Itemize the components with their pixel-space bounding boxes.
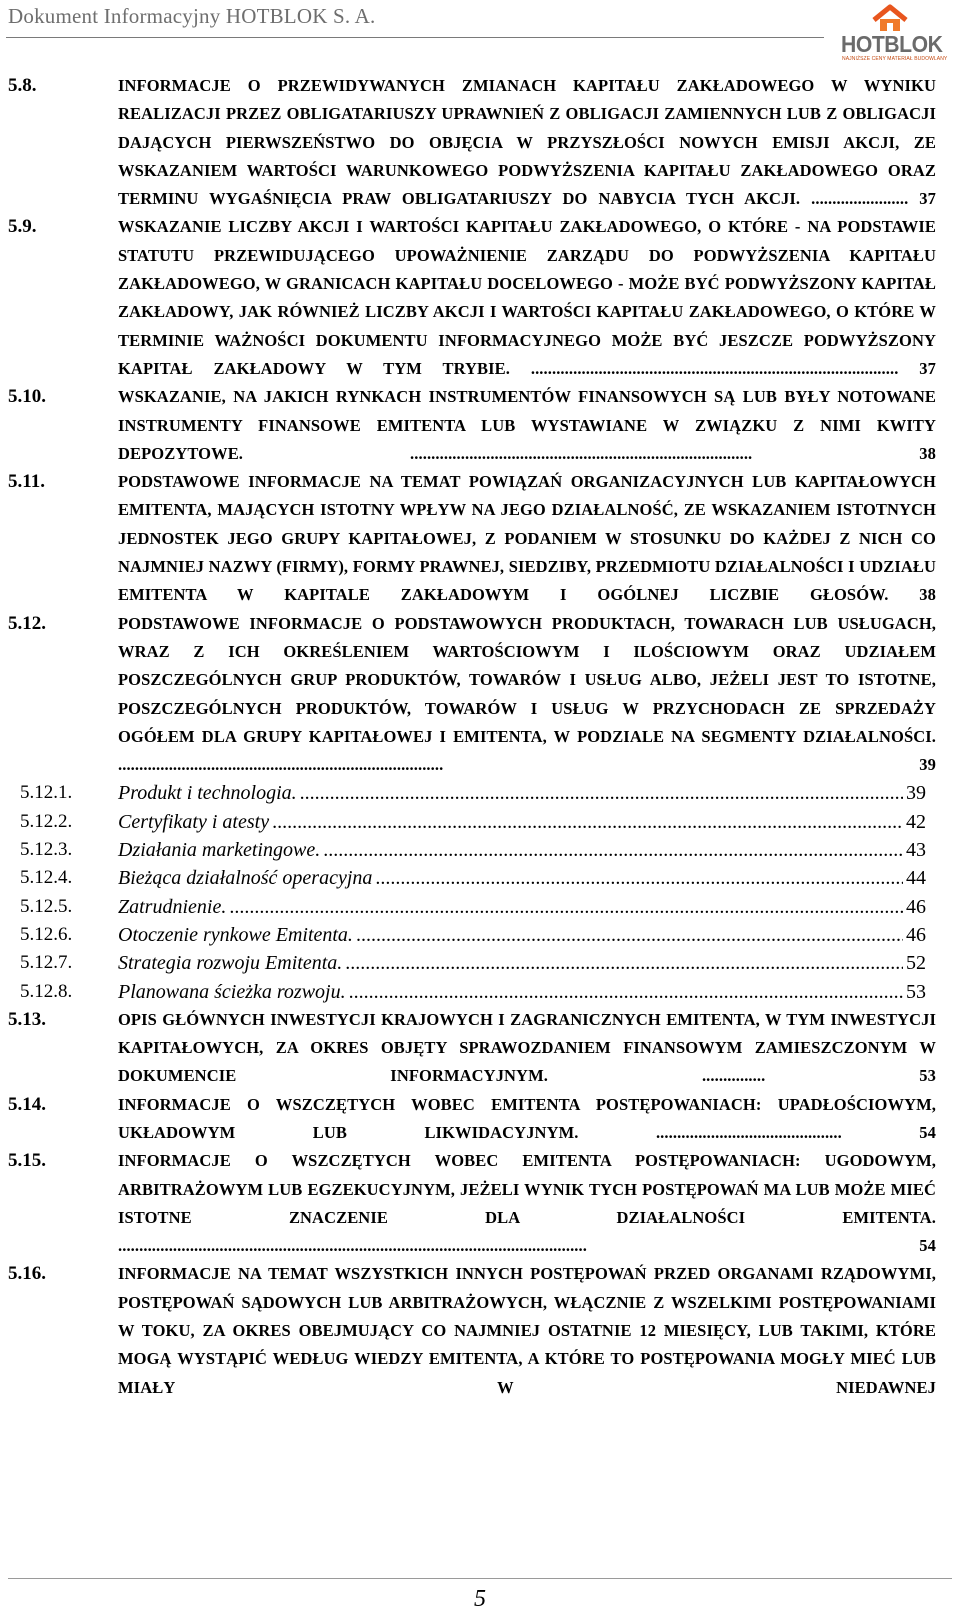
toc-subentry[interactable] [20,864,926,892]
dot-leader [300,779,903,807]
toc-subentry[interactable] [20,921,926,949]
logo-tagline: NAJNIŻSZE CENY MATERIAŁ BUDOWLANY [842,56,948,62]
toc-subentry-page: 53 [906,980,926,1003]
toc-entry-number: 5.14. [8,1093,46,1115]
table-of-contents [0,72,960,1402]
toc-entry[interactable] [8,468,954,609]
toc-entry-number: 5.10. [8,386,46,408]
toc-entry-text: PODSTAWOWE INFORMACJE NA TEMAT POWIĄZAŃ ORGANIZACYJNYCH LUB KAPITAŁOWYCH EMITENTA, MAJĄCYCH ISTOTNY WPŁYW NA JEGO DZIAŁALNOŚĆ, ZE WSKAZANIEM ISTOTNYCH JEDNOSTEK JEGO GRUPY KAPITAŁOWEJ, Z PODANIEM W STOSUNKU DO KAŻDEJ Z NICH CO NAJMNIEJ NAZWY (FIRMY), FORMY PRAWNEJ, SIEDZIBY, PRZEDMIOTU DZIAŁALNOŚCI I UDZIAŁU EMITENTA W KAPITALE ZAKŁADOWYM I OGÓLNEJ LICZBIE GŁOSÓW. 38 [118,472,936,605]
toc-subentry[interactable] [20,808,926,836]
toc-subentry[interactable] [20,949,926,977]
toc-subentry-label: Planowana ścieżka rozwoju. [118,980,346,1003]
toc-subentry-number: 5.12.8. [20,980,73,1002]
toc-subentry[interactable] [20,893,926,921]
toc-entry-text: WSKAZANIE LICZBY AKCJI I WARTOŚCI KAPITAŁU ZAKŁADOWEGO, O KTÓRE - NA PODSTAWIE STATUTU PRZEWIDUJĄCEGO UPOWAŻNIENIE ZARZĄDU DO PODWYŻSZENIA KAPITAŁU ZAKŁADOWEGO, W GRANICACH KAPITAŁU DOCELOWEGO - MOŻE BYĆ PODWYŻSZONY KAPITAŁ ZAKŁADOWY, JAK RÓWNIEŻ LICZBY AKCJI I WARTOŚCI KAPITAŁU ZAKŁADOWEGO, O KTÓRE W TERMINIE WAŻNOŚCI DOKUMENTU INFORMACYJNEGO MOŻE BYĆ JESZCZE PODWYŻSZONY KAPITAŁ ZAKŁADOWY W TYM TRYBIE. ....................................................................................... 37 [118,217,936,378]
dot-leader [349,978,903,1006]
hotblok-logo [840,4,948,66]
toc-subentry-number: 5.12.2. [20,810,73,832]
toc-entry[interactable] [8,1006,954,1091]
dot-leader [345,949,903,977]
toc-subentry-label: Certyfikaty i atesty [118,810,270,833]
toc-subentry-label: Produkt i technologia. [118,782,297,805]
toc-subentry[interactable] [20,978,926,1006]
toc-entry-text: OPIS GŁÓWNYCH INWESTYCJI KRAJOWYCH I ZAGRANICZNYCH EMITENTA, W TYM INWESTYCJI KAPITAŁOWYCH, ZA OKRES OBJĘTY SPRAWOZDANIEM FINANSOWYM ZAMIESZCZONYM W DOKUMENCIE INFORMACYJNYM. ............... 53 [118,1009,936,1086]
toc-entry-text: INFORMACJE O WSZCZĘTYCH WOBEC EMITENTA POSTĘPOWANIACH: UGODOWYM, ARBITRAŻOWYM LUB EGZEKUCYJNYM, JEŻELI WYNIK TYCH POSTĘPOWAŃ MA LUB MOŻE MIEĆ ISTOTNE ZNACZENIE DLA DZIAŁALNOŚCI EMITENTA. ............................................................................................................... 54 [118,1151,936,1256]
toc-entry[interactable] [8,1260,954,1401]
logo-wordmark: HOTBLOK [841,31,943,57]
toc-subentry-number: 5.12.5. [20,895,73,917]
toc-entry-number: 5.15. [8,1150,46,1172]
dot-leader [375,864,903,892]
toc-subentry-number: 5.12.3. [20,839,73,861]
toc-entry-text: PODSTAWOWE INFORMACJE O PODSTAWOWYCH PRODUKTACH, TOWARACH LUB USŁUGACH, WRAZ Z ICH OKREŚLENIEM WARTOŚCIOWYM I ILOŚCIOWYM ORAZ UDZIAŁEM POSZCZEGÓLNYCH GRUP PRODUKTÓW, TOWARÓW I USŁUG ALBO, JEŻELI JEST TO ISTOTNE, POSZCZEGÓLNYCH PRODUKTÓW, TOWARÓW I USŁUG W PRZYCHODACH ZE SPRZEDAŻY OGÓŁEM DLA GRUPY KAPITAŁOWEJ I EMITENTA, W PODZIALE NA SEGMENTY DZIAŁALNOŚCI. ............................................................................. 39 [118,613,936,775]
toc-entry-number: 5.11. [8,471,45,493]
toc-subentry-page: 46 [906,895,926,918]
toc-entry[interactable] [8,1147,954,1260]
toc-subentry-label: Strategia rozwoju Emitenta. [118,952,343,975]
toc-entry[interactable] [8,383,954,468]
toc-entry-number: 5.8. [8,75,37,96]
toc-entry[interactable] [8,610,954,780]
dot-leader [229,893,903,921]
toc-subentry-page: 52 [906,952,926,975]
toc-entry-text: INFORMACJE O PRZEWIDYWANYCH ZMIANACH KAPITAŁU ZAKŁADOWEGO W WYNIKU REALIZACJI PRZEZ OBLIGATARIUSZY UPRAWNIEŃ Z OBLIGACJI ZAMIENNYCH LUB Z OBLIGACJI DAJĄCYCH PIERWSZEŃSTWO DO OBJĘCIA W PRZYSZŁOŚCI NOWYCH EMISJI AKCJI, ZE WSKAZANIEM WARTOŚCI WARUNKOWEGO PODWYŻSZENIA KAPITAŁU ZAKŁADOWEGO ORAZ TERMINU WYGAŚNIĘCIA PRAW OBLIGATARIUSZY DO NABYCIA TYCH AKCJI. ....................... 37 [118,76,936,209]
toc-subentry-number: 5.12.4. [20,867,73,889]
toc-entry[interactable] [8,1091,954,1148]
toc-subentry-page: 42 [906,810,926,833]
toc-subentry-label: Działania marketingowe. [118,839,321,862]
toc-subentry-number: 5.12.1. [20,782,73,804]
toc-entry-text: INFORMACJE O WSZCZĘTYCH WOBEC EMITENTA POSTĘPOWANIACH: UPADŁOŚCIOWYM, UKŁADOWYM LUB LIKWIDACYJNYM. ............................................ 54 [118,1094,936,1142]
dot-leader [356,921,903,949]
toc-subentry-label: Bieżąca działalność operacyjna [118,867,373,890]
toc-subentry-label: Otoczenie rynkowe Emitenta. [118,923,353,946]
toc-subentry-page: 39 [906,782,926,805]
toc-entry-text: INFORMACJE NA TEMAT WSZYSTKICH INNYCH POSTĘPOWAŃ PRZED ORGANAMI RZĄDOWYMI, POSTĘPOWAŃ SĄDOWYCH LUB ARBITRAŻOWYCH, WŁĄCZNIE Z WSZELKIMI POSTĘPOWANIAMI W TOKU, ZA OKRES OBEJMUJĄCY CO NAJMNIEJ OSTATNIE 12 MIESIĘCY, LUB TAKIMI, KTÓRE MOGĄ WYSTĄPIĆ WEDŁUG WIEDZY EMITENTA, A KTÓRE TO POSTĘPOWANIA MOGŁY MIEĆ LUB MIAŁY W NIEDAWNEJ [118,1264,936,1397]
toc-entry-number: 5.13. [8,1008,46,1030]
toc-entry-number: 5.9. [8,216,37,238]
toc-subentry-page: 44 [906,867,926,890]
footer-divider [8,1578,952,1579]
toc-subentry-page: 46 [906,923,926,946]
toc-entry[interactable] [8,72,954,213]
page-header [0,0,960,70]
document-title: Dokument Informacyjny HOTBLOK S. A. [8,4,376,28]
dot-leader [323,836,903,864]
toc-subentry-number: 5.12.6. [20,923,73,945]
toc-entry-number: 5.16. [8,1263,46,1285]
toc-subentry-label: Zatrudnienie. [118,895,227,918]
toc-subentry[interactable] [20,779,926,807]
toc-entry-number: 5.12. [8,612,46,634]
toc-subentry-number: 5.12.7. [20,952,73,974]
toc-subentry[interactable] [20,836,926,864]
page-number: 5 [474,1586,486,1612]
toc-entry[interactable] [8,213,954,383]
dot-leader [272,808,903,836]
toc-subentry-page: 43 [906,839,926,862]
toc-entry-text: WSKAZANIE, NA JAKICH RYNKACH INSTRUMENTÓW FINANSOWYCH SĄ LUB BYŁY NOTOWANE INSTRUMENTY FINANSOWE EMITENTA LUB WYSTAWIANE W ZWIĄZKU Z NIMI KWITY DEPOZYTOWE. ................................................................................. 38 [118,387,936,463]
header-divider [6,37,824,38]
